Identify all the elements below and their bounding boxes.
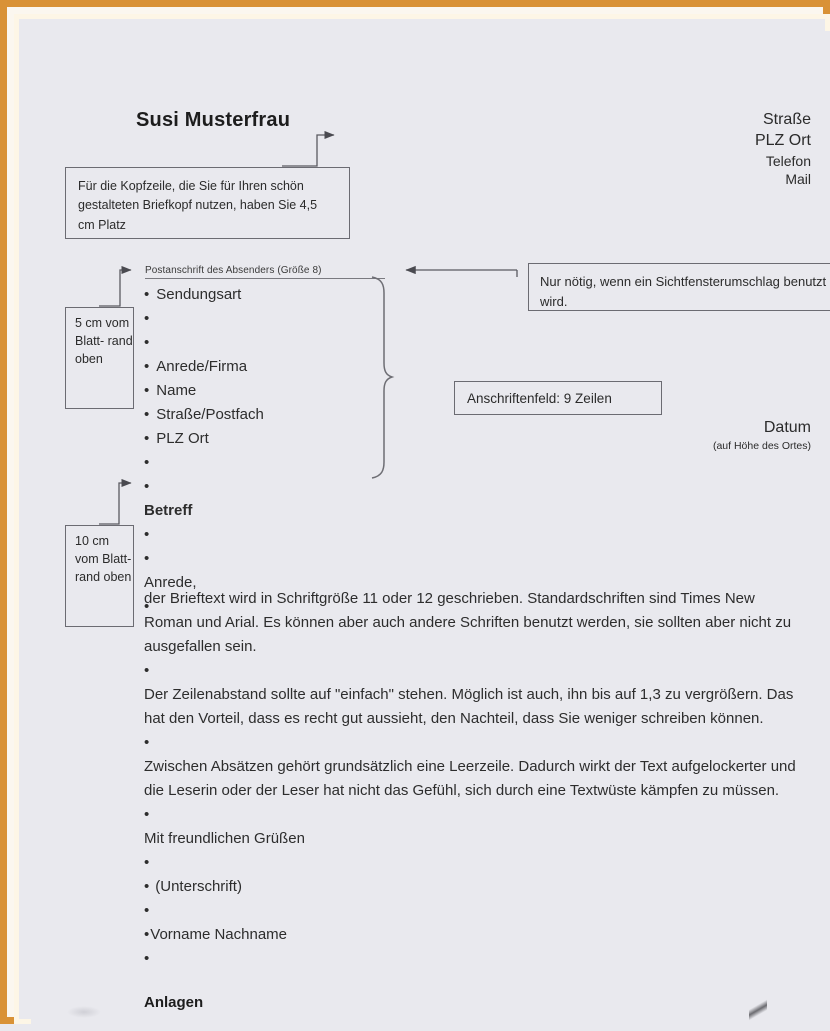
address-line: • PLZ Ort xyxy=(144,427,564,451)
address-line xyxy=(144,331,564,355)
address-line xyxy=(144,475,564,499)
signature-name: • Vorname Nachname xyxy=(144,923,804,947)
body-paragraph: Der Zeilenabstand sollte auf "einfach" stehen. Möglich ist auch, ihn bis auf 1,3 zu vergrößern. Das hat den Vorteil, dass es recht gut aussieht, den Nachteil, dass Sie weniger schreiben können. xyxy=(144,686,794,727)
body-paragraph: Zwischen Absätzen gehört grundsätzlich eine Leerzeile. Dadurch wirkt der Text aufgelockerter und die Leserin oder der Leser hat nicht das Gefühl, sich durch eine Textwüste kämpfen zu müssen. xyxy=(144,758,796,799)
address-block-lines xyxy=(144,283,564,619)
spacer-bullet xyxy=(144,731,804,755)
date-label: Datum xyxy=(763,419,811,436)
signature-placeholder: • (Unterschrift) xyxy=(144,875,804,899)
address-caption-underline xyxy=(145,278,385,279)
contact-line-plz-ort: PLZ Ort xyxy=(754,132,811,150)
document-frame-inner xyxy=(14,14,830,1024)
subject-label: Betreff xyxy=(144,502,193,519)
address-line: • Name xyxy=(144,379,564,403)
scan-artifact xyxy=(749,997,767,1023)
letter-page xyxy=(31,31,830,1031)
arrow-right-icon xyxy=(282,135,334,166)
callout-margin-5cm: 5 cm vom Blatt- rand oben xyxy=(65,307,134,409)
address-line: • Anrede/Firma xyxy=(144,355,564,379)
address-line: • Straße/Postfach xyxy=(144,403,564,427)
spacer-bullet xyxy=(144,659,804,683)
spacer-bullet xyxy=(144,547,564,571)
spacer-bullet xyxy=(144,523,564,547)
salutation: Anrede, xyxy=(144,574,197,591)
closing-line: Mit freundlichen Grüßen xyxy=(144,830,305,847)
address-block-caption: Postanschrift des Absenders (Größe 8) xyxy=(145,265,322,276)
callout-sichtfenster: Nur nötig, wenn ein Sichtfensterumschlag benutzt wird. xyxy=(528,263,830,311)
letter-body xyxy=(144,587,804,1015)
address-line xyxy=(144,451,564,475)
date-block xyxy=(713,419,811,452)
arrow-right-icon xyxy=(99,270,131,306)
contact-line-strasse: Straße xyxy=(762,111,811,128)
spacer-bullet xyxy=(144,947,804,971)
date-note: (auf Höhe des Ortes) xyxy=(712,440,811,452)
arrow-left-icon xyxy=(406,270,517,277)
contact-line-mail: Mail xyxy=(785,171,811,188)
callout-anschriftenfeld: Anschriftenfeld: 9 Zeilen xyxy=(454,381,662,415)
spacer-bullet xyxy=(144,803,804,827)
sender-contact-block xyxy=(755,109,811,189)
contact-line-telefon: Telefon xyxy=(765,152,811,169)
sender-name: Susi Musterfrau xyxy=(136,109,291,131)
callout-kopfzeile: Für die Kopfzeile, die Sie für Ihren schön gestalteten Briefkopf nutzen, haben Sie 4,5 cm Platz xyxy=(65,167,350,239)
address-line: • Sendungsart xyxy=(144,283,564,307)
attachments-label: Anlagen xyxy=(144,994,204,1011)
spacer-bullet xyxy=(144,851,804,875)
address-line xyxy=(144,307,564,331)
callout-margin-10cm: 10 cm vom Blatt- rand oben xyxy=(65,525,134,627)
spacer-bullet xyxy=(144,899,804,923)
body-paragraph: der Brieftext wird in Schriftgröße 11 oder 12 geschrieben. Standardschriften sind Times New Roman und Arial. Es können aber auch andere Schriften benutzt werden, sie sollten aber nicht zu ausgefallen sein. xyxy=(144,590,792,655)
scan-artifact xyxy=(67,1006,101,1018)
arrow-right-icon xyxy=(99,483,131,524)
